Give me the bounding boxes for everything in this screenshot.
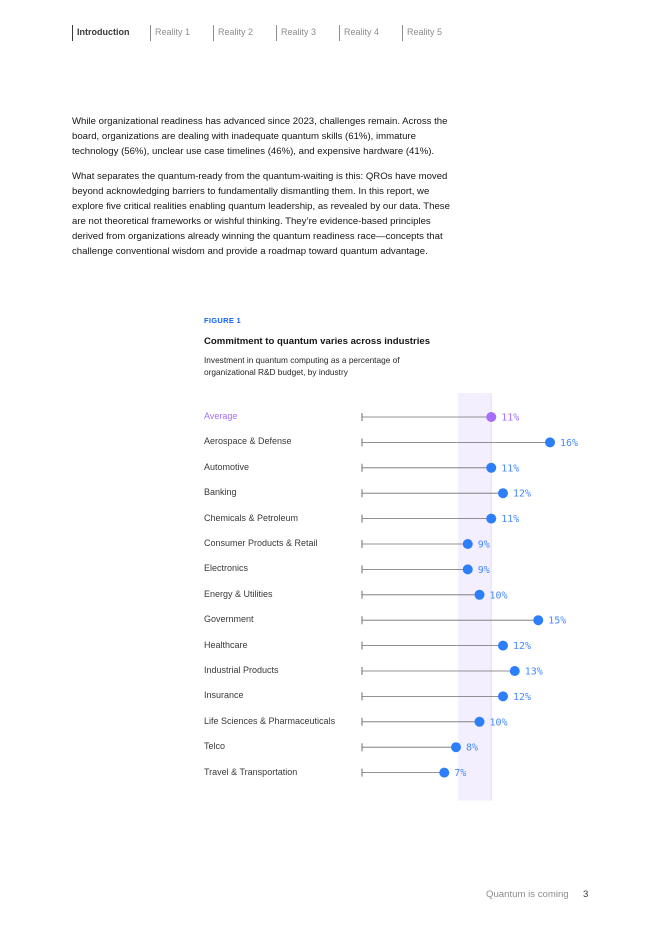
nav-tab-reality-5[interactable]: Reality 5 [402, 25, 442, 41]
data-label: 11% [501, 463, 520, 475]
data-label: 8% [466, 742, 479, 754]
data-label: 11% [501, 412, 520, 424]
data-label: 16% [560, 437, 579, 449]
category-label: Aerospace & Defense [204, 436, 292, 447]
data-point [486, 463, 496, 473]
category-label: Government [204, 614, 254, 625]
data-label: 15% [548, 615, 567, 627]
category-label: Life Sciences & Pharmaceuticals [204, 715, 336, 726]
category-label: Insurance [204, 690, 244, 701]
data-label: 9% [477, 539, 490, 551]
data-point [486, 514, 496, 524]
nav-tab-reality-3[interactable]: Reality 3 [276, 25, 316, 41]
category-label: Banking [204, 487, 237, 498]
data-label: 11% [501, 514, 520, 526]
category-label: Automotive [204, 461, 250, 472]
nav-tab-reality-1[interactable]: Reality 1 [150, 25, 190, 41]
data-point [533, 615, 543, 625]
average-band [458, 393, 491, 801]
data-label: 13% [524, 666, 543, 678]
data-point [451, 742, 461, 752]
data-point [486, 412, 496, 422]
nav-tab-reality-2[interactable]: Reality 2 [213, 25, 253, 41]
nav-tab-reality-4[interactable]: Reality 4 [339, 25, 379, 41]
data-point [510, 666, 520, 676]
nav-tab-introduction[interactable]: Introduction [72, 25, 130, 41]
category-label: Travel & Transportation [204, 766, 298, 777]
data-label: 12% [513, 488, 532, 500]
data-label: 7% [454, 768, 467, 780]
category-label: Average [204, 411, 238, 421]
figure-subtitle: Investment in quantum computing as a percentage of organizational R&D budget, by industry [204, 355, 400, 377]
data-point [463, 539, 473, 549]
data-label: 12% [513, 641, 532, 653]
data-point [475, 717, 485, 727]
footer-title: Quantum is coming [486, 889, 569, 900]
data-label: 12% [513, 691, 532, 703]
data-label: 9% [477, 564, 490, 576]
data-label: 10% [489, 717, 508, 729]
category-label: Chemicals & Petroleum [204, 512, 299, 523]
page-number: 3 [583, 889, 589, 900]
data-point [498, 641, 508, 651]
figure-title: Commitment to quantum varies across industries [204, 336, 431, 347]
data-point [545, 437, 555, 447]
data-point [439, 768, 449, 778]
data-label: 10% [489, 590, 508, 602]
category-label: Telco [204, 741, 226, 752]
data-point [475, 590, 485, 600]
category-label: Consumer Products & Retail [204, 538, 318, 548]
data-point [463, 564, 473, 574]
category-label: Electronics [204, 563, 249, 574]
body-paragraph-1: While organizational readiness has advanced since 2023, challenges remain. Across the board, organizations are dealing with inadequate quantum skills (61%), immature technology (56%), unclear use case timelines (46%), and expensive hardware (41%). [72, 116, 448, 157]
category-label: Energy & Utilities [204, 588, 273, 599]
body-paragraph-2: What separates the quantum-ready from the quantum-waiting is this: QROs have moved beyond acknowledging barriers to fundamentally dismantling them. In this report, we explore five critical realities enabling quantum leadership, as revealed by our data. These are not theoretical frameworks or wishful thinking. They’re evidence-based principles derived from organizations already winning the quantum readiness race—concepts that challenge conventional wisdom and provide a roadmap toward quantum advantage. [72, 171, 450, 257]
category-label: Industrial Products [204, 665, 279, 675]
category-label: Healthcare [204, 639, 248, 650]
figure-label: FIGURE 1 [204, 316, 241, 325]
data-point [498, 691, 508, 701]
data-point [498, 488, 508, 498]
